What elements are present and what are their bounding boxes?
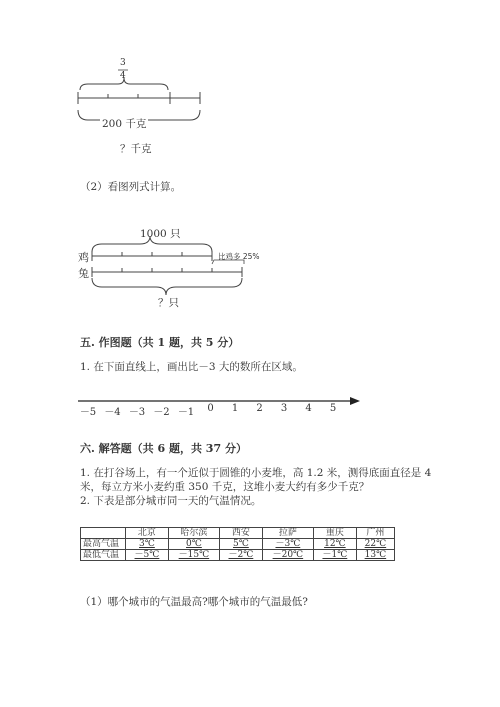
- table-cell: －1℃: [313, 550, 356, 561]
- number-line-tick-label: －4: [104, 407, 121, 418]
- total-weight-label: 200 千克: [102, 118, 147, 130]
- table-header-cell: [81, 528, 126, 539]
- section-5-heading: 五. 作图题（共 1 题，共 5 分）: [80, 336, 240, 349]
- number-line-arrow: [350, 397, 360, 405]
- rabbit-row-label: 兔: [78, 267, 89, 280]
- question-weight-label: ？千克: [120, 143, 152, 155]
- percent-annotation: 比鸡多 25%: [218, 252, 260, 261]
- number-line-tick-label: 3: [280, 403, 288, 414]
- number-line-tick-label: 4: [305, 403, 312, 414]
- number-line-tick-label: 0: [207, 403, 214, 414]
- table-cell: －5℃: [126, 550, 169, 561]
- table-header-cell: 拉萨: [262, 528, 313, 539]
- question-2-label: （2）看图列式计算。: [80, 181, 182, 193]
- table-header-row: [81, 528, 395, 539]
- table-cell: 12℃: [313, 539, 356, 550]
- table-cell: －20℃: [262, 550, 313, 561]
- table-row: [81, 539, 395, 550]
- number-line-tick-label: 2: [256, 403, 263, 414]
- number-line-tick-label: －5: [79, 407, 97, 418]
- table-cell: 最高气温: [81, 539, 126, 550]
- temperature-table: [80, 527, 395, 561]
- table-header-cell: 西安: [219, 528, 262, 539]
- table-cell: 13℃: [356, 550, 394, 561]
- number-line-tick-label: －3: [128, 407, 146, 418]
- number-line-tick-label: －2: [153, 407, 170, 418]
- table-cell: －3℃: [262, 539, 313, 550]
- number-line-tick-label: 1: [231, 403, 239, 414]
- section-6-question-1-line-1: 1. 在打谷场上，有一个近似于圆锥的小麦堆，高 1.2 米，测得底面直径是 4: [80, 467, 432, 479]
- table-row: [81, 550, 395, 561]
- section-6-question-2: 2. 下表是部分城市同一天的气温情况。: [80, 495, 262, 507]
- number-line-tick-label: 5: [329, 403, 337, 414]
- table-header-cell: 重庆: [313, 528, 356, 539]
- section-6-heading: 六. 解答题（共 6 题，共 37 分）: [80, 442, 247, 455]
- table-cell: －2℃: [219, 550, 262, 561]
- chicken-row-label: 鸡: [78, 251, 89, 264]
- table-cell: 3℃: [126, 539, 169, 550]
- number-line-tick-label: －1: [177, 407, 195, 418]
- table-header-cell: 广州: [356, 528, 394, 539]
- table-cell: －15℃: [168, 550, 219, 561]
- section-6-question-1-line-2: 米，每立方米小麦约重 350 千克，这堆小麦大约有多少千克？: [80, 481, 370, 493]
- table-cell: 0℃: [168, 539, 219, 550]
- table-header-cell: 哈尔滨: [168, 528, 219, 539]
- section-6-sub-question-1: （1）哪个城市的气温最高?哪个城市的气温最低?: [80, 596, 308, 608]
- table-cell: 最低气温: [81, 550, 126, 561]
- rabbit-question-label: ？只: [158, 297, 179, 309]
- section-5-question-1: 1. 在下面直线上，画出比－3 大的数所在区域。: [80, 361, 303, 373]
- fraction-numerator: 3: [120, 58, 126, 68]
- table-header-cell: 北京: [126, 528, 169, 539]
- table-cell: 5℃: [219, 539, 262, 550]
- chicken-count-label: 1000 只: [140, 228, 181, 240]
- table-cell: 22℃: [356, 539, 394, 550]
- fraction-denominator: 4: [120, 71, 126, 81]
